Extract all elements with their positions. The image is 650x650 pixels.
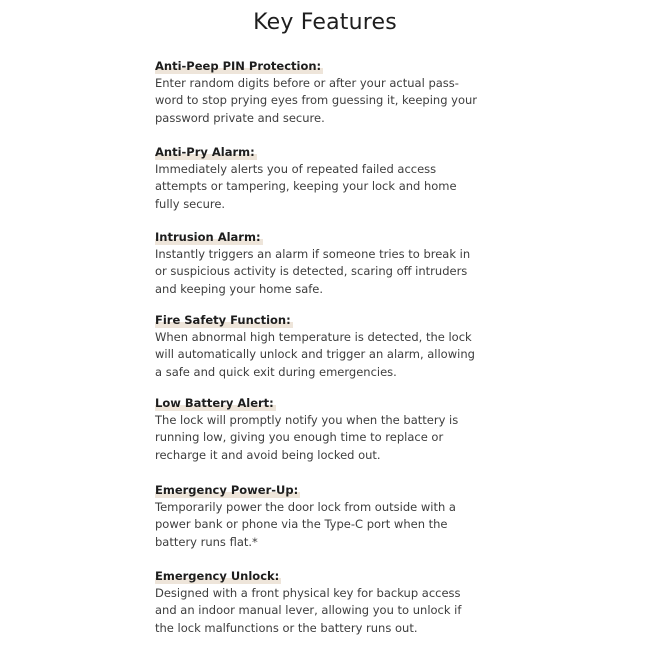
feature-description: The lock will promptly notify you when the battery is running low, giving you enough time to replace or recharge it and avoid being locked out.: [155, 413, 459, 462]
feature-anti-peep-pin: [155, 55, 500, 127]
feature-description: Instantly triggers an alarm if someone tries to break in or suspicious activity is detected, scaring off intruders and keeping your home safe.: [155, 247, 471, 296]
feature-low-battery-alert: [155, 392, 500, 464]
feature-heading: Low Battery Alert:: [155, 396, 274, 410]
feature-description: When abnormal high temperature is detected, the lock will automatically unlock and trigger an alarm, allowing a safe and quick exit during emergencies.: [155, 330, 475, 379]
feature-heading: Emergency Unlock:: [155, 569, 280, 583]
feature-description: Temporarily power the door lock from outside with a power bank or phone via the Type-C port when the battery runs flat.*: [155, 500, 456, 549]
feature-heading: Intrusion Alarm:: [155, 230, 261, 244]
feature-intrusion-alarm: [155, 226, 500, 298]
feature-heading: Anti-Peep PIN Protection:: [155, 59, 322, 73]
feature-description: Enter random digits before or after your actual pass- word to stop prying eyes from guessing it, keeping your password private and secure.: [155, 76, 478, 125]
feature-emergency-power-up: [155, 479, 500, 551]
feature-heading: Fire Safety Function:: [155, 313, 291, 327]
feature-anti-pry-alarm: [155, 141, 500, 213]
title-wrap: [0, 8, 650, 38]
feature-description: Designed with a front physical key for backup access and an indoor manual lever, allowing you to unlock if the lock malfunctions or the battery runs out.: [155, 586, 462, 635]
feature-heading: Anti-Pry Alarm:: [155, 145, 255, 159]
feature-heading: Emergency Power-Up:: [155, 483, 299, 497]
feature-fire-safety: [155, 309, 500, 381]
feature-emergency-unlock: [155, 565, 500, 637]
page-title: Key Features: [249, 8, 401, 38]
feature-description: Immediately alerts you of repeated failed access attempts or tampering, keeping your lock and home fully secure.: [155, 162, 457, 211]
